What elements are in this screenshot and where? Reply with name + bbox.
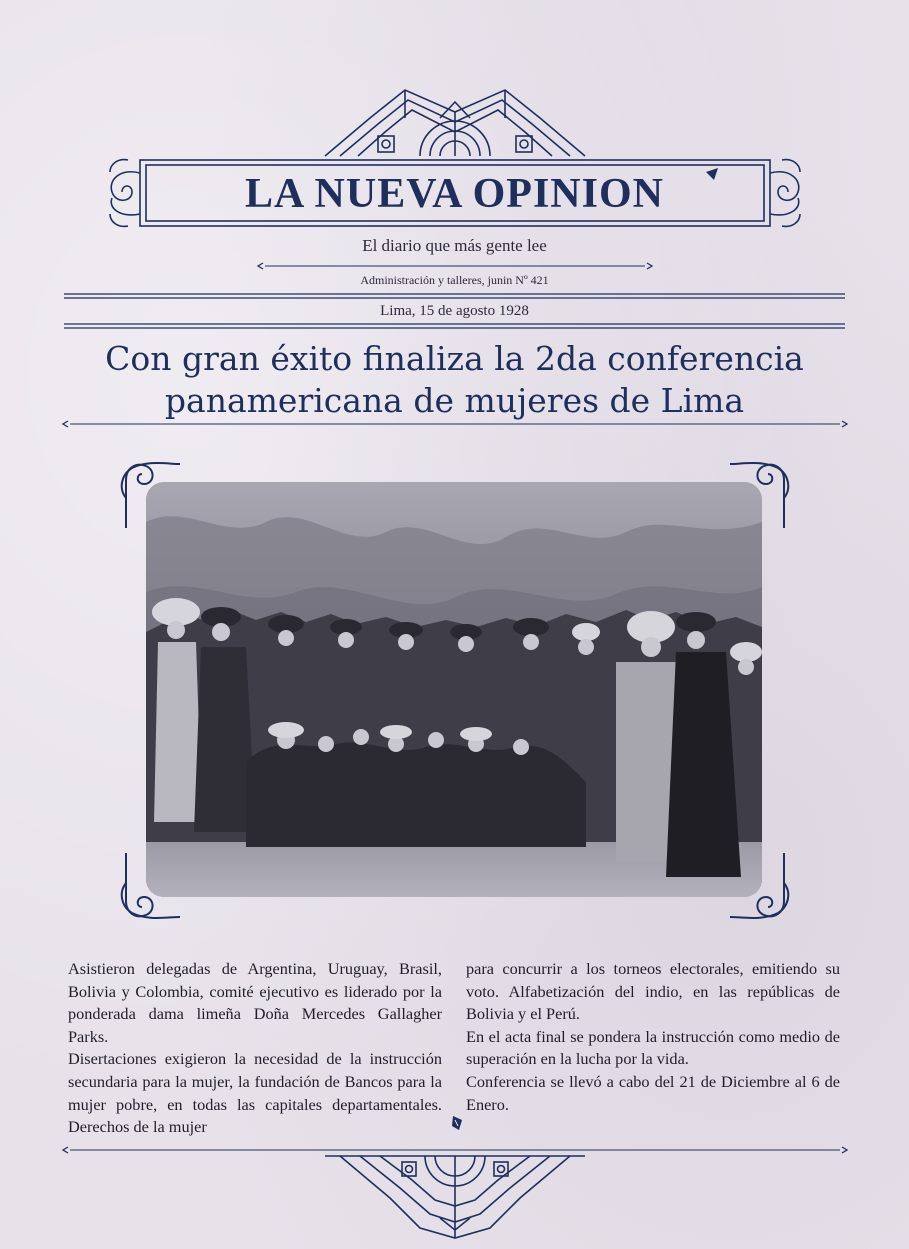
article-paragraph: En el acta final se pondera la instrucción como medio de superación en la lucha por la vida. (466, 1026, 840, 1069)
photo-women-delegates-icon (146, 482, 762, 897)
headline-line-1: Con gran éxito finaliza la 2da conferencia (105, 339, 804, 378)
article-column-left (68, 958, 442, 1139)
article-paragraph: Conferencia se llevó a cabo del 21 de Diciembre al 6 de Enero. (466, 1071, 840, 1114)
article-paragraph: Asistieron delegadas de Argentina, Uruguay, Brasil, Bolivia y Colombia, comité ejecutivo es liderado por la ponderada dama limeña Doña Mercedes Gallagher Parks. (68, 959, 442, 1046)
newspaper-address: Administración y talleres, junin Nº 421 (360, 273, 549, 287)
pen-nib-icon (450, 1114, 464, 1132)
headline-line-2: panamericana de mujeres de Lima (164, 381, 745, 420)
article-paragraph: para concurrir a los torneos electorales, emitiendo su voto. Alfabetización del indio, en las repúblicas de Bolivia y el Perú. (466, 959, 840, 1024)
footer-deco-ornament (320, 1148, 590, 1243)
motto-divider (255, 260, 655, 272)
headline-divider (60, 418, 850, 430)
issue-date: Lima, 15 de agosto 1928 (380, 303, 529, 319)
article-column-right (466, 958, 840, 1116)
article-paragraph: Disertaciones exigieron la necesidad de la instrucción secundaria para la mujer, la fundación de Bancos para la mujer pobre, en todas las capitales departamentales. Derechos de la mujer (68, 1049, 442, 1137)
group-photo (146, 482, 762, 897)
article-headline (40, 338, 869, 422)
newspaper-motto: El diario que más gente lee (362, 236, 547, 255)
newspaper-title: LA NUEVA OPINION (245, 171, 664, 217)
